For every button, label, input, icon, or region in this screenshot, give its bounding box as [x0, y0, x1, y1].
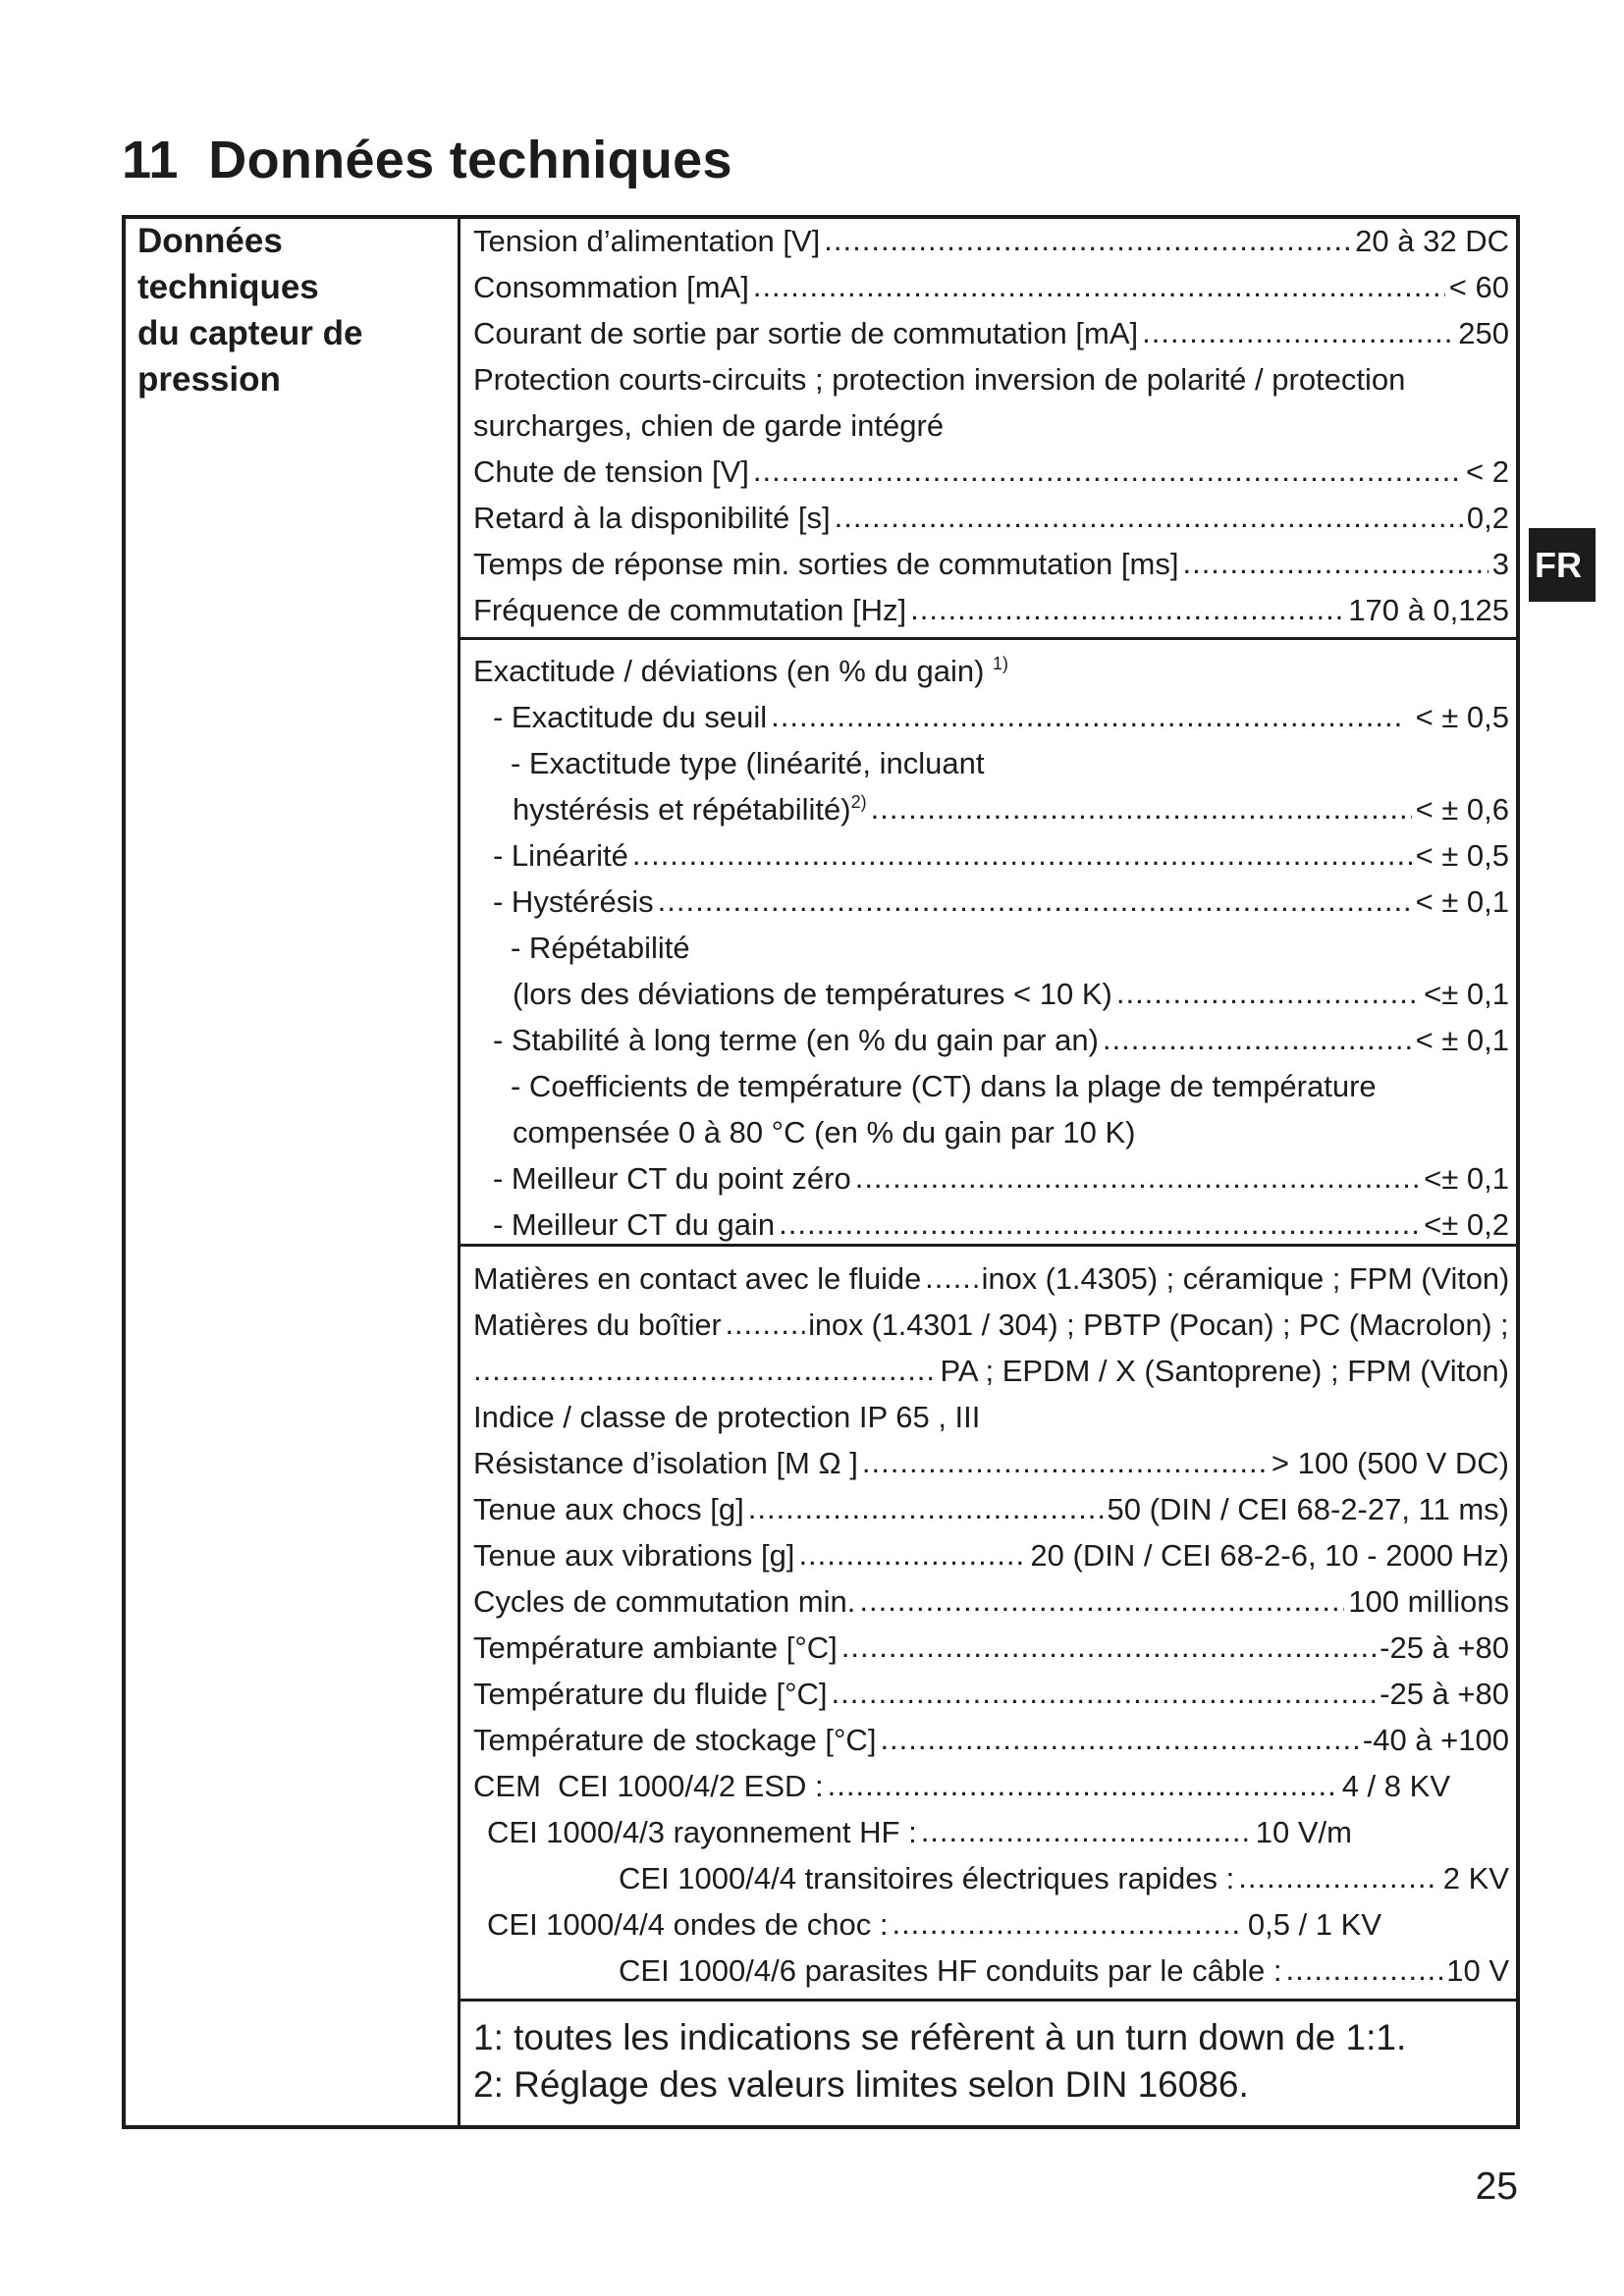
section-title-text: Données techniques — [208, 131, 732, 189]
spec-row: CEI 1000/4/3 rayonnement HF : ..... 10 V/m — [473, 1809, 1509, 1855]
spec-row: Tension d’alimentation [V] ..... 20 à 32 DC — [473, 218, 1509, 264]
spec-row: CEI 1000/4/6 parasites HF conduits par le câble : ..... 10 V — [473, 1948, 1509, 1994]
electrical-specs — [473, 218, 1509, 633]
spec-row: CEI 1000/4/4 ondes de choc : ..... 0,5 / 1 KV — [473, 1901, 1509, 1948]
column-divider — [458, 215, 460, 2129]
spec-row: Tenue aux vibrations [g] ..... 20 (DIN / CEI 68-2-6, 10 - 2000 Hz) — [473, 1532, 1509, 1578]
spec-row: Matières du boîtier ..... inox (1.4301 / 304) ; PBTP (Pocan) ; PC (Macrolon) ; — [473, 1302, 1509, 1348]
spec-text: Protection courts-circuits ; protection inversion de polarité / protection — [473, 362, 1406, 397]
spec-text: Indice / classe de protection IP 65 , III — [473, 1400, 981, 1434]
spec-text: - Exactitude type (linéarité, incluant — [511, 746, 985, 780]
spec-text: compensée 0 à 80 °C (en % du gain par 10 K) — [513, 1115, 1136, 1149]
spec-row: CEI 1000/4/4 transitoires électriques rapides : ..... 2 KV — [473, 1855, 1509, 1901]
spec-row: (lors des déviations de températures < 10 K) ..... <± 0,1 — [473, 971, 1509, 1017]
spec-row: Retard à la disponibilité [s] ..... 0,2 — [473, 495, 1509, 541]
footnote: 2: Réglage des valeurs limites selon DIN 16086. — [473, 2064, 1249, 2105]
spec-row: Température ambiante [°C] ..... -25 à +80 — [473, 1625, 1509, 1671]
section-divider — [458, 637, 1520, 640]
page-number: 25 — [1475, 2165, 1518, 2208]
spec-row: - Stabilité à long terme (en % du gain par an) ..... < ± 0,1 — [473, 1017, 1509, 1063]
spec-row: Consommation [mA] ..... < 60 — [473, 264, 1509, 310]
spec-row: ..... PA ; EPDM / X (Santoprene) ; FPM (Viton) — [473, 1348, 1509, 1394]
spec-row: - Hystérésis ..... < ± 0,1 — [473, 879, 1509, 925]
page-title — [122, 130, 732, 190]
spec-row: - Meilleur CT du gain ..... <± 0,2 — [473, 1201, 1509, 1248]
section-number: 11 — [122, 131, 179, 189]
spec-row: Matières en contact avec le fluide ..... inox (1.4305) ; céramique ; FPM (Viton) — [473, 1255, 1509, 1302]
spec-row: Cycles de commutation min. ..... 100 millions — [473, 1578, 1509, 1625]
spec-text: surcharges, chien de garde intégré — [473, 408, 945, 443]
spec-row: Résistance d’isolation [M Ω ] ..... > 100 (500 V DC) — [473, 1440, 1509, 1486]
material-specs — [473, 1255, 1509, 1994]
footnotes — [473, 2014, 1509, 2109]
spec-row: Fréquence de commutation [Hz] ..... 170 à 0,125 — [473, 587, 1509, 633]
spec-row: Courant de sortie par sortie de commutation [mA] ..... 250 — [473, 310, 1509, 356]
section-divider — [458, 1999, 1520, 2002]
spec-row: - Linéarité ..... < ± 0,5 — [473, 832, 1509, 879]
footnote: 1: toutes les indications se réfèrent à un turn down de 1:1. — [473, 2017, 1407, 2057]
language-tab: FR — [1529, 528, 1596, 602]
spec-row: Température du fluide [°C] ..... -25 à +80 — [473, 1671, 1509, 1717]
spec-text: - Répétabilité — [511, 931, 690, 965]
accuracy-specs — [473, 648, 1509, 1248]
spec-row: hystérésis et répétabilité)$^{2)}$ ..... < ± 0,6 — [473, 786, 1509, 832]
spec-text: - Coefficients de température (CT) dans la plage de température — [511, 1069, 1377, 1103]
spec-row: Chute de tension [V] ..... < 2 — [473, 449, 1509, 495]
category-label: Données techniques du capteur de pression — [137, 222, 363, 399]
spec-row: CEM CEI 1000/4/2 ESD : ..... 4 / 8 KV — [473, 1763, 1509, 1809]
spec-row: Température de stockage [°C] ..... -40 à +100 — [473, 1717, 1509, 1763]
accuracy-title: Exactitude / déviations (en % du gain) $^{1)}$ — [473, 654, 1009, 688]
spec-row: Tenue aux chocs [g] ..... 50 (DIN / CEI 68-2-27, 11 ms) — [473, 1486, 1509, 1532]
spec-row: - Exactitude du seuil ..... < ± 0,5 — [473, 694, 1509, 740]
spec-row: - Meilleur CT du point zéro ..... <± 0,1 — [473, 1155, 1509, 1201]
spec-row: Temps de réponse min. sorties de commutation [ms] ..... 3 — [473, 541, 1509, 587]
